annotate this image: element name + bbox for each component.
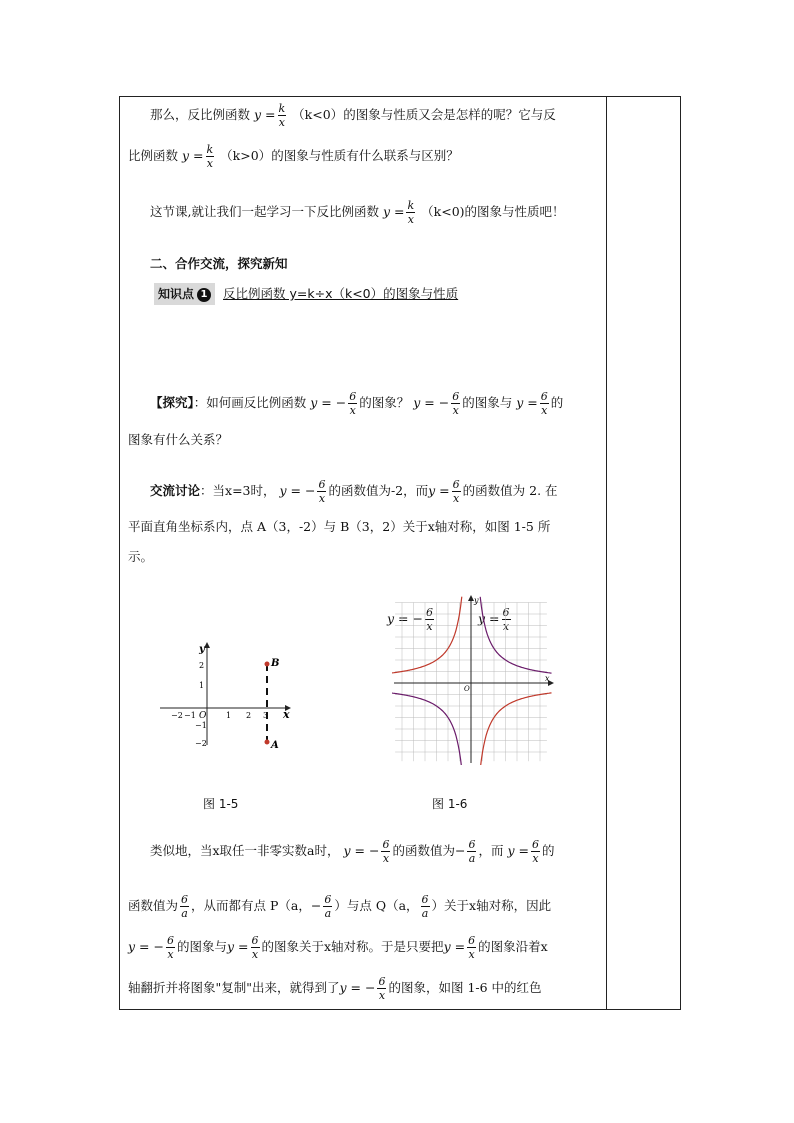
discuss-line3: 示。 [128,549,154,564]
explore-text-b: 的图象？ [359,395,410,410]
tick-y: 1 [199,681,205,690]
para2-cond: （k>0） [220,148,272,163]
para1-text-b: 的图象与性质又会是怎样的呢？它与反 [343,107,556,122]
y-ticks [195,661,207,748]
similar-line2c: ）与点 Q（a， [334,898,419,913]
tick-x: 1 [226,711,232,720]
axis-y-label: y [199,644,205,655]
similar-line2b: ，从而都有点 P（a， [191,898,311,913]
figure-caption: 图 1-5 [203,797,239,811]
fraction: $\frac{6}{x}$ [502,606,510,633]
discuss-line2: 平面直角坐标系内，点 A（3，-2）与 B（3，2）关于x轴对称，如图 1-5 所 [128,519,551,534]
discuss-eq2: y = [428,483,450,498]
tick-x: −2 [171,711,183,720]
similar-line2a: 函数值为 [128,898,179,913]
explore-text-d: 的 [550,395,564,410]
similar-eq: y = − [339,980,376,995]
curve-neg-6-over-x-upper-left [392,597,462,673]
tick-x: 2 [246,711,252,720]
discuss-text-a: ：当x=3时， [200,483,276,498]
point-b [265,662,270,667]
fraction: $\frac{6}{a}$ [324,893,332,920]
axis-y-label: y [474,596,479,605]
similar-eq2: y = [507,843,529,858]
tick-y: 2 [199,661,205,670]
origin-label: O [199,711,207,721]
similar-eq: y = [226,939,249,954]
point-a [265,740,270,745]
similar-text-c: ，而 [478,843,504,858]
figure-caption: 图 1-6 [432,797,468,811]
similar-line2 [128,893,598,920]
fraction: $\frac{6}{x}$ [452,390,460,417]
fraction: $\frac{6}{x}$ [349,390,357,417]
fig2-left-label: y = − $\frac{6}{x}$ [387,606,433,633]
fraction: $\frac{6}{a}$ [181,893,189,920]
similar-line1 [150,838,620,865]
fraction: $\frac{6}{x}$ [531,838,539,865]
similar-text-d: 的 [541,843,555,858]
similar-line3c: 的图象沿着x [478,939,548,954]
explore-text-c: 的图象与 [462,395,513,410]
explore-eq3: y = [516,395,538,410]
curve-6-over-x-upper-right [480,597,551,673]
explore-line1 [150,390,620,417]
para3-eq: y = [382,204,405,219]
discuss-line1 [150,478,620,505]
point-b-label: B [271,658,280,669]
similar-text-b: 的函数值为 [392,843,455,858]
para3-line [150,199,620,226]
y-axis-arrow-icon [204,642,210,648]
axis-x-label: x [545,674,550,683]
similar-minus: − [454,843,466,858]
origin-label: O [464,685,470,693]
knowledge-badge: 知识点 1 [154,283,215,305]
similar-eq: y = − [128,939,164,954]
discuss-lead: 交流讨论 [150,483,201,498]
para1-line [150,102,620,129]
similar-line3a: 的图象与 [176,939,227,954]
fraction: $\frac{k}{x}$ [278,102,286,129]
knowledge-title: 反比例函数 y=k÷x（k<0）的图象与性质 [223,286,459,301]
tick-y: −2 [195,739,207,748]
knowledge-point [154,283,624,305]
point-a-label: A [271,740,279,751]
section-title: 二、合作交流，探究新知 [150,256,288,271]
explore-line2: 图象有什么关系？ [128,432,229,447]
para3-text-a: 这节课,就让我们一起学习一下反比例函数 [150,204,379,219]
para1-text-a: 那么，反比例函数 [150,107,251,122]
fraction: $\frac{6}{a}$ [468,838,476,865]
similar-eq1: y = − [343,843,380,858]
fraction: $\frac{6}{x}$ [540,390,548,417]
para1-cond: （k<0） [292,107,344,122]
para2-line [128,143,598,170]
fraction: $\frac{6}{x}$ [425,606,433,633]
fraction: $\frac{6}{x}$ [166,934,174,961]
para1-eq: y = [254,107,276,122]
fraction: $\frac{6}{x}$ [318,478,326,505]
para2-eq: y = [182,148,204,163]
fraction: $\frac{6}{a}$ [421,893,429,920]
para2-text-a: 比例函数 [128,148,179,163]
para3-text-b: （k<0)的图象与性质吧！ [421,204,565,219]
similar-line2d: ）关于x轴对称，因此 [431,898,552,913]
similar-eq: y = [443,939,466,954]
column-divider [606,96,607,1010]
axis-x-label: x [283,708,290,721]
fraction: $\frac{6}{x}$ [251,934,259,961]
explore-eq1: y = − [310,395,347,410]
tick-x: −1 [184,711,196,720]
discuss-text-c: 的函数值为 2. 在 [462,483,558,498]
para2-text-b: 的图象与性质有什么联系与区别？ [271,148,459,163]
fraction: $\frac{6}{x}$ [382,838,390,865]
figure-1-6 [392,595,554,765]
fraction: $\frac{6}{x}$ [452,478,460,505]
explore-text-a: ：如何画反比例函数 [193,395,307,410]
similar-line4 [128,975,598,1002]
discuss-eq1: y = − [279,483,316,498]
similar-line4b: 的图象，如图 1-6 中的红色 [388,980,542,995]
tick-y: −1 [195,721,207,730]
fraction: $\frac{6}{x}$ [378,975,386,1002]
similar-line3 [128,934,598,961]
badge-number-icon: 1 [197,288,211,302]
fraction: $\frac{k}{x}$ [407,199,415,226]
explore-eq2: y = − [413,395,450,410]
fig2-right-label: y = $\frac{6}{x}$ [478,606,510,633]
fraction: $\frac{6}{x}$ [468,934,476,961]
similar-minus: − [310,898,322,913]
discuss-text-b: 的函数值为-2，而 [328,483,429,498]
similar-text-a: 类似地，当x取任一非零实数a时， [150,843,340,858]
figure-1-5 [155,640,305,755]
x-ticks [171,711,268,720]
similar-line3b: 的图象关于x轴对称。于是只要把 [261,939,444,954]
fraction: $\frac{k}{x}$ [206,143,214,170]
similar-line4a: 轴翻折并将图象"复制"出来，就得到了 [128,980,340,995]
explore-lead: 【探究】 [150,395,194,410]
tick-x: 3 [263,711,269,720]
